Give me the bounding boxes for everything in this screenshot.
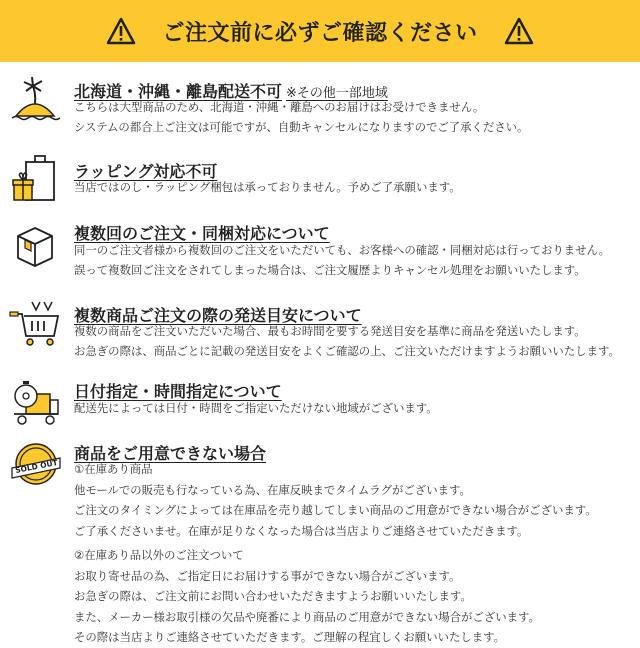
body-line: ①在庫あり商品: [74, 462, 153, 476]
header-title: ご注文前に必ずご確認ください: [162, 20, 478, 46]
body-line: ②在庫あり品以外のご注文ついて: [74, 548, 244, 562]
section-note: ※その他一部地域: [286, 86, 388, 101]
body-line: お急ぎの際は、ご注文前にお問い合わせいただきますようお願いいたします。: [74, 589, 472, 603]
warning-icon: [504, 17, 534, 45]
body-line: 誤って複数回ご注文をされてしまった場合は、ご注文履歴よりキャンセル処理をお願いいたします。: [74, 262, 586, 277]
sold-out-label: SOLD OUT: [14, 457, 59, 476]
body-line: ご注文のタイミングによっては在庫品を売り越してしまい商品のご用意ができない場合がございます。: [74, 503, 597, 517]
body-line: お取り寄せ品の為、ご指定日にお届けする事ができない場合がございます。: [74, 568, 461, 583]
section-title: 日付指定・時間指定について: [74, 382, 282, 401]
body-line: システムの都合上ご注文は可能ですが、自動キャンセルになりますのでご了承ください。: [74, 119, 529, 134]
body-line: 他モールでの販売も行なっている為、在庫反映までタイムラグがございます。: [74, 482, 471, 497]
section-title: 複数回のご注文・同梱対応について: [74, 224, 330, 243]
body-line: 複数の商品をご注文いただいた場合、最もお時間を要する発送目安を基準に商品を発送いたします。: [74, 324, 586, 338]
sold-out-icon: [8, 438, 62, 492]
section-title: 複数商品ご注文の際の発送目安について: [74, 306, 362, 325]
body-line: 当店ではのし・ラッピング梱包は承っておりません。予めご了承願います。: [74, 180, 461, 194]
body-line: 同一のご注文者様から複数回のご注文をいただいても、お客様への確認・同梱対応は行っておりません。: [74, 243, 611, 257]
body-line: また、メーカー様お取引様の欠品や廃番により商品のご用意ができない場合がございます。: [74, 609, 540, 624]
gift-bag-icon: [8, 150, 62, 204]
section-title: 北海道・沖縄・離島配送不可 ※その他一部地域: [74, 82, 388, 101]
cart-icon: [8, 296, 62, 350]
delivery-truck-clock-icon: [8, 374, 62, 428]
notice-header: [0, 0, 640, 62]
body-line: こちらは大型商品のため、北海道・沖縄・離島へのお届けはお受けできません。: [74, 100, 485, 114]
body-line: 配送先によっては日付・時間をご指定いただけない地域がございます。: [74, 401, 438, 415]
warning-icon: [106, 17, 136, 45]
section-title: ラッピング対応不可: [74, 162, 218, 181]
body-line: ご了承くださいませ。在庫が足りなくなった場合は当店よりご連絡させていただきます。: [74, 523, 529, 538]
body-line: お急ぎの際は、商品ごとに記載の発送目安をよくご確認の上、ご注文いただけますようお願いいたします。: [74, 343, 620, 358]
island-palm-icon: [8, 74, 62, 128]
body-line: その際は当店よりご連絡させていただきます。ご理解の程宜しくお願いいたします。: [74, 630, 506, 644]
box-icon: [8, 220, 62, 274]
section-title: 商品をご用意できない場合: [74, 444, 267, 463]
